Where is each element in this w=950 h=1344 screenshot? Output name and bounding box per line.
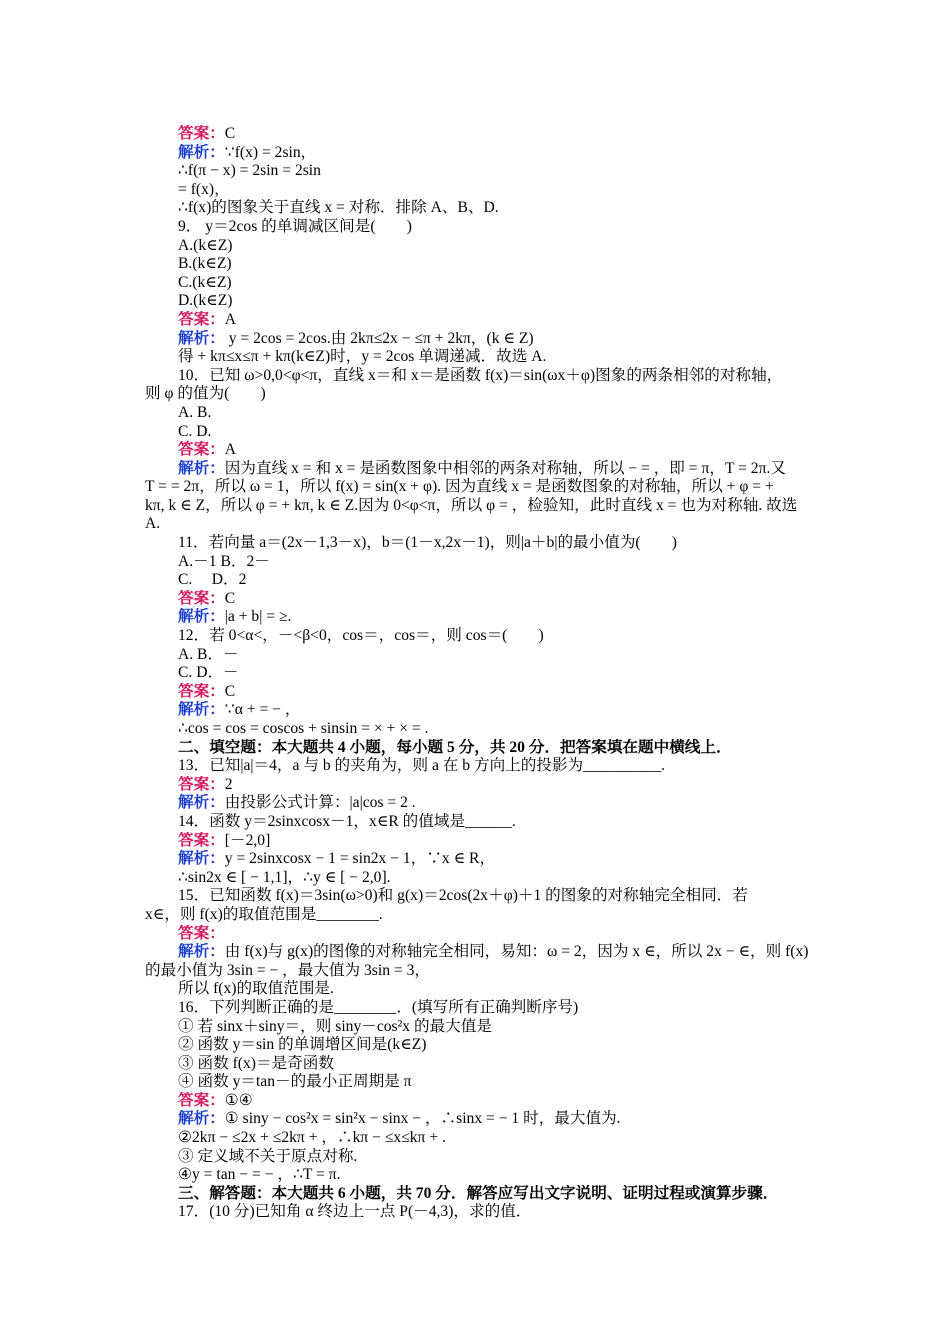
text-line (145, 1148, 810, 1167)
line-text: ① 若 sinx＋siny＝，则 siny－cos²x 的最大值是 (178, 1017, 492, 1035)
text-line (145, 274, 810, 293)
answer-line (145, 1092, 810, 1111)
text-line (145, 1166, 810, 1185)
analysis-line (145, 943, 810, 962)
analysis-line (145, 460, 810, 479)
line-text: A. B. (178, 403, 212, 421)
line-text: A (224, 310, 237, 328)
line-text: A (224, 441, 237, 459)
line-text: C (224, 125, 236, 142)
text-line (145, 906, 810, 925)
answer-label: 答案： (178, 589, 225, 607)
line-text: [－2,0] (224, 831, 271, 849)
line-text: A. B．－ (178, 645, 239, 663)
answer-label: 答案： (178, 125, 225, 142)
line-text: C. D．2 (178, 571, 247, 589)
document-page (145, 125, 810, 1222)
line-text: C (224, 589, 236, 607)
line-text: ∴f(π − x) = 2sin = 2sin (178, 162, 321, 180)
line-text: A.(k∈Z) (178, 236, 233, 254)
text-line (145, 367, 810, 386)
section-heading (145, 1185, 810, 1204)
analysis-line (145, 1110, 810, 1129)
analysis-label: 解析： (178, 794, 225, 812)
line-text: C.(k∈Z) (178, 273, 232, 291)
line-text: = f(x)， (178, 180, 230, 198)
line-text: 13．已知|a|＝4，a 与 b 的夹角为，则 a 在 b 方向上的投影为__________. (178, 757, 666, 775)
line-text: ④y = tan − = − ，∴T = π. (178, 1166, 341, 1184)
analysis-line (145, 330, 810, 349)
line-text: A. (145, 515, 161, 533)
line-text: 2 (224, 775, 233, 793)
answer-label: 答案： (178, 441, 225, 459)
analysis-label: 解析： (178, 329, 225, 347)
text-line (145, 515, 810, 534)
answer-line (145, 590, 810, 609)
analysis-line (145, 608, 810, 627)
line-text: 17．(10 分)已知角 α 终边上一点 P(－4,3)，求的值． (178, 1203, 532, 1221)
text-line (145, 571, 810, 590)
line-text: B.(k∈Z) (178, 255, 232, 273)
text-line (145, 237, 810, 256)
line-text: ③ 定义域不关于原点对称. (178, 1147, 358, 1165)
text-line (145, 423, 810, 442)
analysis-line (145, 794, 810, 813)
text-line (145, 646, 810, 665)
text-line (145, 980, 810, 999)
line-text: ①④ (224, 1091, 253, 1109)
text-line (145, 757, 810, 776)
line-text: 15．已知函数 f(x)＝3sin(ω>0)和 g(x)＝2cos(2x＋φ)＋1 的图象的对称轴完全相同．若 (178, 887, 748, 905)
line-text: x∈，则 f(x)的取值范围是________. (145, 905, 383, 923)
text-line (145, 869, 810, 888)
text-line (145, 404, 810, 423)
text-line (145, 255, 810, 274)
answer-line (145, 441, 810, 460)
line-text: 10．已知 ω>0,0<φ<π，直线 x＝和 x＝是函数 f(x)＝sin(ωx＋φ)图象的两条相邻的对称轴， (178, 366, 783, 384)
line-text: 16．下列判断正确的是________．(填写所有正确判断序号) (178, 998, 579, 1016)
text-line (145, 1018, 810, 1037)
text-line (145, 218, 810, 237)
text-line (145, 181, 810, 200)
answer-line (145, 832, 810, 851)
line-text: |a + b| = ≥. (224, 608, 292, 626)
line-text: ∴f(x)的图象关于直线 x = 对称．排除 A、B、D. (178, 199, 499, 217)
line-text: 11．若向量 a＝(2x－1,3－x)，b＝(1－x,2x－1)，则|a＋b|的最小值为( ) (178, 534, 677, 552)
line-text: D.(k∈Z) (178, 292, 233, 310)
line-text: ∴cos = cos = coscos + sinsin = × + × = . (178, 720, 429, 737)
text-line (145, 887, 810, 906)
line-text: ② 函数 y＝sin 的单调增区间是(k∈Z) (178, 1036, 427, 1054)
analysis-label: 解析： (178, 459, 225, 477)
answer-label: 答案： (178, 775, 225, 793)
text-line (145, 1203, 810, 1222)
line-text: ③ 函数 f(x)＝是奇函数 (178, 1054, 334, 1072)
line-text: ∵α + = − ， (224, 701, 301, 719)
text-line (145, 348, 810, 367)
text-line (145, 553, 810, 572)
line-text: 所以 f(x)的取值范围是. (178, 980, 334, 998)
text-line (145, 962, 810, 981)
line-text: ②2kπ − ≤2x + ≤2kπ + ，∴kπ − ≤x≤kπ + . (178, 1129, 446, 1147)
line-text: ∵f(x) = 2sin， (224, 143, 317, 161)
text-line (145, 534, 810, 553)
line-text: 14．函数 y＝2sinxcosx－1，x∈R 的值域是______. (178, 812, 516, 830)
text-line (145, 999, 810, 1018)
line-text: 的最小值为 3sin = − ，最大值为 3sin = 3， (145, 961, 430, 979)
line-text: 二、填空题：本大题共 4 小题，每小题 5 分，共 20 分．把答案填在题中横线上． (178, 738, 732, 756)
line-text: 三、解答题：本大题共 6 小题，共 70 分．解答应写出文字说明、证明过程或演算步骤． (178, 1184, 779, 1202)
text-line (145, 292, 810, 311)
analysis-line (145, 144, 810, 163)
text-line (145, 1073, 810, 1092)
line-text: T = = 2π，所以 ω = 1，所以 f(x) = sin(x + φ). 因为直线 x = 是函数图象的对称轴，所以 + φ = + (145, 478, 774, 496)
answer-label: 答案： (178, 831, 225, 849)
text-line (145, 478, 810, 497)
line-text: kπ, k ∈ Z，所以 φ = + kπ, k ∈ Z.因为 0<φ<π，所以 φ = ，检验知，此时直线 x = 也为对称轴. 故选 (145, 496, 798, 514)
answer-label: 答案： (178, 924, 225, 942)
analysis-line (145, 850, 810, 869)
analysis-label: 解析： (178, 701, 225, 719)
answer-line (145, 125, 810, 144)
line-text: ∴sin2x ∈ [ − 1,1]，∴y ∈ [ − 2,0]. (178, 868, 391, 886)
analysis-label: 解析： (178, 1110, 225, 1128)
analysis-label: 解析： (178, 850, 225, 868)
answer-line (145, 776, 810, 795)
line-text: 由 f(x)与 g(x)的图像的对称轴完全相同，易知：ω = 2，因为 x ∈，所以 2x − ∈，则 f(x) (224, 943, 809, 961)
answer-label: 答案： (178, 682, 225, 700)
analysis-label: 解析： (178, 143, 225, 161)
text-line (145, 497, 810, 516)
text-line (145, 162, 810, 181)
text-line (145, 664, 810, 683)
text-line (145, 813, 810, 832)
line-text: A.－1 B．2－ (178, 552, 270, 570)
line-text: y = 2sinxcosx − 1 = sin2x − 1，∵x ∈ R， (224, 850, 496, 868)
line-text: 因为直线 x = 和 x = 是函数图象中相邻的两条对称轴，所以 − = ，即 = π，T = 2π.又 (224, 459, 786, 477)
section-heading (145, 739, 810, 758)
line-text: 12．若 0<α<，－<β<0，cos＝，cos＝，则 cos＝( ) (178, 627, 544, 645)
answer-line (145, 925, 810, 944)
answer-line (145, 311, 810, 330)
line-text: ① siny − cos²x = sin²x − sinx − ，∴sinx = − 1 时，最大值为. (224, 1110, 621, 1128)
line-text: C. D．－ (178, 664, 239, 682)
line-text: 得 + kπ≤x≤π + kπ(k∈Z)时，y = 2cos 单调递减．故选 A. (178, 348, 547, 366)
answer-line (145, 683, 810, 702)
text-line (145, 627, 810, 646)
line-text: 由投影公式计算：|a|cos = 2 . (224, 794, 416, 812)
analysis-line (145, 701, 810, 720)
answer-label: 答案： (178, 310, 225, 328)
line-text: 9． y＝2cos 的单调减区间是( ) (178, 217, 412, 235)
answer-label: 答案： (178, 1091, 225, 1109)
text-line (145, 199, 810, 218)
text-line (145, 1055, 810, 1074)
line-text: C (224, 682, 236, 700)
analysis-label: 解析： (178, 608, 225, 626)
analysis-label: 解析： (178, 943, 225, 961)
line-text: 则 φ 的值为( ) (145, 385, 266, 403)
text-line (145, 1036, 810, 1055)
text-line (145, 1129, 810, 1148)
line-text: ④ 函数 y＝tan－的最小正周期是 π (178, 1073, 412, 1091)
line-text: y = 2cos = 2cos.由 2kπ≤2x − ≤π + 2kπ，(k ∈ Z) (224, 329, 534, 347)
text-line (145, 720, 810, 739)
text-line (145, 385, 810, 404)
line-text: C. D. (178, 422, 212, 440)
